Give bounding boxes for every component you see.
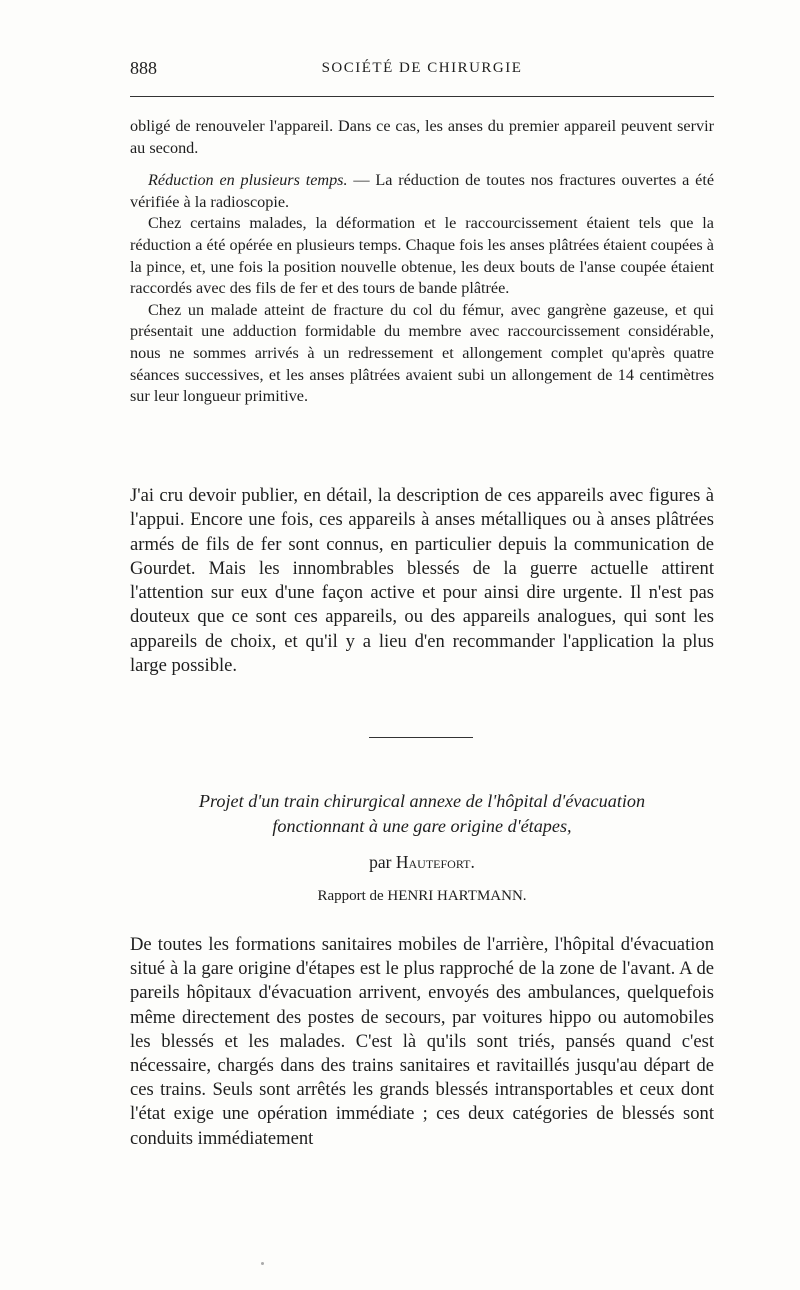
- paragraph: De toutes les formations sanitaires mobiles de l'arrière, l'hôpital d'évacuation situé à la gare origine d'étapes est le plus rapproché de la zone de l'avant. A de pareils hôpitaux d'évacuation arrivent, envoyés des ambulances, quelquefois même directement des postes de secours, par voitures hippo ou automobiles les blessés et les malades. C'est là qu'ils sont triés, pansés quand c'est nécessaire, chargés dans des trains sanitaires et ravitaillés jusqu'au départ de ces trains. Seuls sont arrêtés les grands blessés intransportables et ceux dont l'état exige une opération immédiate ; ces deux catégories de blessés sont conduits immédiatement: [130, 934, 714, 1149]
- article-body: [130, 933, 714, 1151]
- paragraph: [130, 170, 714, 213]
- paragraph-text: — La réduction de toutes nos fractures ouvertes a été vérifiée à la radioscopie.: [130, 171, 714, 211]
- running-title: SOCIÉTÉ DE CHIRURGIE: [321, 60, 523, 76]
- author-prefix: par: [369, 852, 396, 872]
- subheading: Réduction en plusieurs temps.: [148, 171, 348, 190]
- article-title: [130, 789, 714, 839]
- section-separator: [369, 737, 473, 738]
- paragraph: Chez un malade atteint de fracture du col du fémur, avec gangrène gazeuse, et qui présentait une adduction formidable du membre avec raccourcissement considérable, nous ne sommes arrivés à un redressement et allongement complet qu'après quatre séances successives, et les anses plâtrées avaient subi un allongement de 14 centimètres sur leur longueur primitive.: [130, 300, 714, 406]
- paragraph: J'ai cru devoir publier, en détail, la description de ces appareils avec figures à l'appui. Encore une fois, ces appareils à anses métalliques ou à anses plâtrées armés de fils de fer sont connus, en particulier depuis la communication de Gourdet. Mais les innombrables blessés de la guerre actuelle attirent l'attention sur eux d'une façon active et pour ainsi dire urgente. Il n'est pas douteux que ce sont ces appareils, ou des appareils analogues, qui sont les appareils de choix, et qu'il y a lieu d'en recommander l'application la plus large possible.: [130, 485, 714, 677]
- closing-paragraph: [130, 484, 714, 678]
- article-title-line: fonctionnant à une gare origine d'étapes,: [272, 816, 572, 836]
- previous-article-conclusion: [130, 116, 714, 408]
- report-line: Rapport de HENRI HARTMANN.: [317, 888, 527, 904]
- page-number: 888: [130, 58, 157, 78]
- header-rule: [130, 96, 714, 97]
- author-name: Hautefort.: [395, 852, 475, 872]
- paragraph: Chez certains malades, la déformation et le raccourcissement étaient tels que la réduction a été opérée en plusieurs temps. Chaque fois les anses plâtrées étaient coupées à la pince, et, une fois la position nouvelle obtenue, les deux bouts de l'anse coupée étaient raccordés avec des fils de fer et des tours de bande plâtrée.: [130, 214, 714, 298]
- page-header: [130, 58, 714, 84]
- article-title-line: Projet d'un train chirurgical annexe de l'hôpital d'évacuation: [198, 791, 646, 811]
- paragraph: obligé de renouveler l'appareil. Dans ce cas, les anses du premier appareil peuvent servir au second.: [130, 117, 714, 157]
- print-speck: [261, 1262, 264, 1265]
- author-line: [130, 852, 714, 873]
